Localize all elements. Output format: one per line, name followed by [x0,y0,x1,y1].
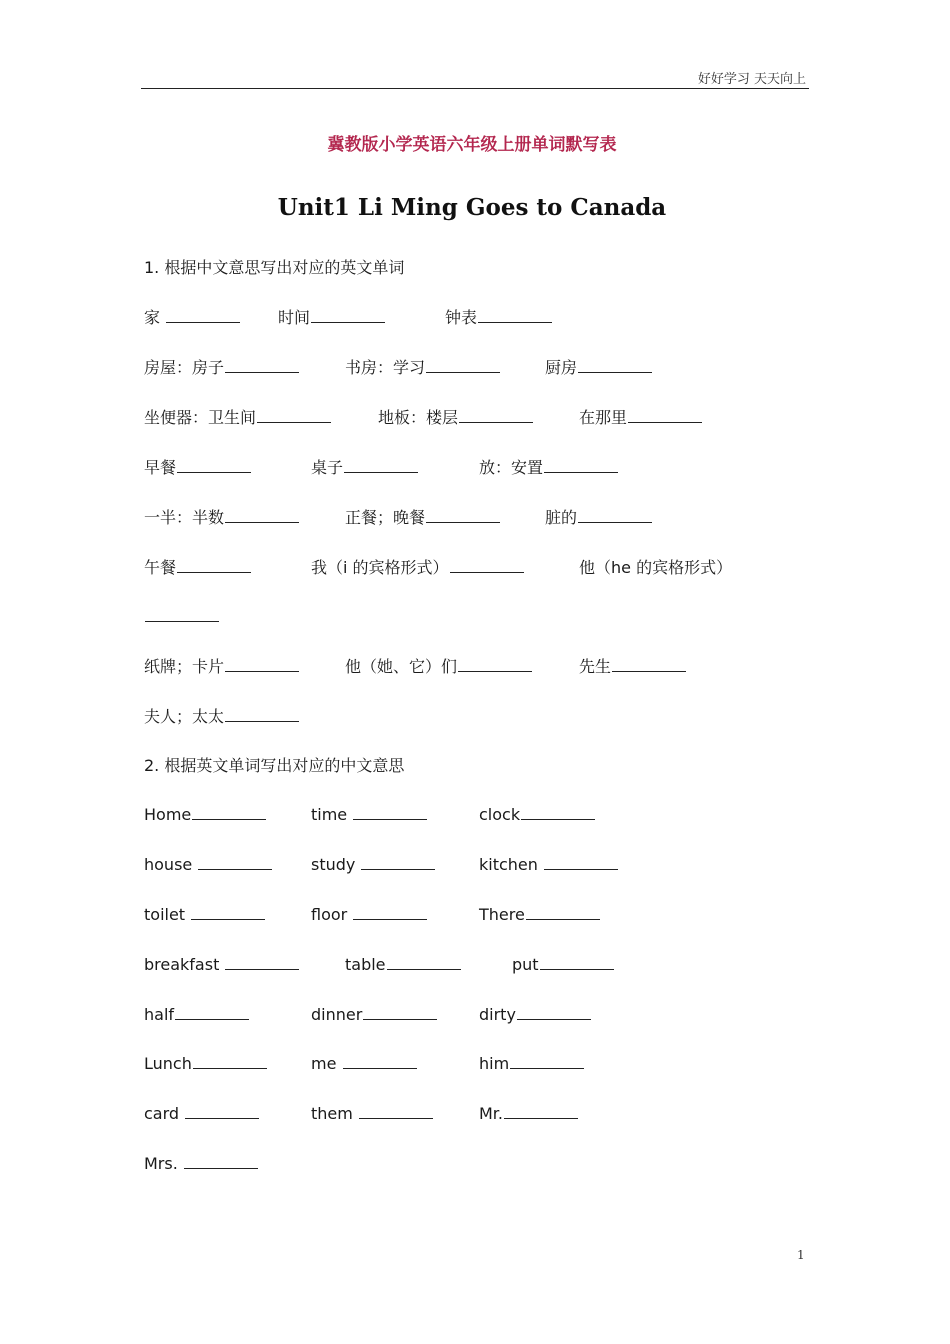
word-label: 时间 [278,308,311,327]
word-item [144,455,251,478]
answer-blank[interactable] [225,953,299,970]
answer-blank[interactable] [544,456,618,473]
answer-blank[interactable] [177,456,251,473]
answer-blank[interactable] [363,1003,437,1020]
answer-blank[interactable] [517,1003,591,1020]
word-label: 钟表 [445,308,478,327]
answer-blank[interactable] [193,1052,267,1069]
answer-blank[interactable] [458,655,532,672]
word-label: 在那里 [579,408,628,427]
word-label: Mr. [479,1104,503,1123]
word-item [311,1102,433,1123]
word-label: 午餐 [144,558,177,577]
answer-blank[interactable] [359,1102,433,1119]
word-label: 厨房 [545,358,578,377]
answer-blank[interactable] [426,506,500,523]
word-item [144,1003,249,1024]
word-label: clock [479,805,521,824]
word-label: table [345,955,386,974]
word-item [545,355,652,378]
section2-heading: 2. 根据英文单词写出对应的中文意思 [144,756,405,775]
word-label: house [144,855,193,874]
word-label: 房屋：房子 [144,358,225,377]
word-label: 脏的 [545,508,578,527]
word-item [311,1052,417,1073]
word-label: dirty [479,1005,516,1024]
answer-blank[interactable] [191,903,265,920]
word-item [311,1003,437,1024]
answer-blank[interactable] [478,306,552,323]
word-label: Lunch [144,1054,192,1073]
word-item [144,1152,258,1173]
word-label: 桌子 [311,458,344,477]
header-rule [141,88,809,89]
answer-blank[interactable] [225,705,299,722]
word-item [479,1102,578,1123]
word-item [144,853,272,874]
word-item [579,654,686,677]
word-item [579,555,732,578]
word-item [311,455,418,478]
word-item [345,654,532,677]
answer-blank[interactable] [145,605,219,622]
word-label: 地板：楼层 [378,408,459,427]
word-item [345,953,461,974]
word-item [311,555,524,578]
answer-blank[interactable] [177,556,251,573]
answer-blank[interactable] [311,306,385,323]
word-label: 早餐 [144,458,177,477]
word-item [445,305,552,328]
word-item [144,355,299,378]
word-item [144,305,240,328]
word-label: 坐便器：卫生间 [144,408,257,427]
word-item [479,455,618,478]
answer-blank[interactable] [628,406,702,423]
word-label: dinner [311,1005,363,1024]
word-item [144,704,299,727]
answer-blank[interactable] [450,556,524,573]
answer-blank[interactable] [521,803,595,820]
word-item [378,405,533,428]
unit-title: Unit1 Li Ming Goes to Canada [277,194,667,221]
word-item [479,1003,591,1024]
answer-blank[interactable] [257,406,331,423]
word-label: 书房：学习 [345,358,426,377]
answer-blank[interactable] [361,853,435,870]
answer-blank[interactable] [184,1152,258,1169]
word-item [311,853,435,874]
answer-blank[interactable] [166,306,240,323]
word-item [479,853,618,874]
answer-blank[interactable] [198,853,272,870]
answer-blank[interactable] [540,953,614,970]
word-item [144,803,266,824]
answer-blank[interactable] [459,406,533,423]
word-label: study [311,855,356,874]
word-label: put [512,955,539,974]
word-item [345,355,500,378]
word-label: Home [144,805,192,824]
answer-blank[interactable] [225,506,299,523]
word-label: 他（她、它）们 [345,657,458,676]
word-label: 他（he 的宾格形式） [579,558,733,577]
answer-blank[interactable] [175,1003,249,1020]
word-label: time [311,805,348,824]
word-item [345,505,500,528]
word-label: There [479,905,525,924]
answer-blank[interactable] [578,356,652,373]
word-label: them [311,1104,353,1123]
word-label: 夫人；太太 [144,707,225,726]
answer-blank[interactable] [387,953,461,970]
word-item [144,555,251,578]
word-label: 我（i 的宾格形式） [311,558,449,577]
word-label: Mrs. [144,1154,178,1173]
answer-blank[interactable] [343,1052,417,1069]
word-item [512,953,614,974]
word-label: 家 [144,308,161,327]
word-label: 一半：半数 [144,508,225,527]
answer-blank[interactable] [578,506,652,523]
word-item [579,405,702,428]
answer-blank[interactable] [185,1102,259,1119]
word-label: 正餐；晚餐 [345,508,426,527]
word-item [144,1052,267,1073]
word-label: floor [311,905,348,924]
answer-blank[interactable] [504,1102,578,1119]
word-label: toilet [144,905,186,924]
word-item [144,1102,259,1123]
word-item [545,505,652,528]
answer-blank[interactable] [612,655,686,672]
answer-blank[interactable] [510,1052,584,1069]
word-item [311,903,427,924]
page-number: 1 [797,1248,805,1262]
word-item [144,953,299,974]
word-label: half [144,1005,175,1024]
word-label: 放：安置 [479,458,544,477]
word-label: card [144,1104,180,1123]
word-item [144,605,219,626]
word-item [278,305,385,328]
answer-blank[interactable] [192,803,266,820]
word-item [479,1052,584,1073]
word-label: 先生 [579,657,612,676]
word-label: him [479,1054,510,1073]
word-label: breakfast [144,955,220,974]
answer-blank[interactable] [344,456,418,473]
word-label: 纸牌；卡片 [144,657,225,676]
word-label: kitchen [479,855,538,874]
document-title: 冀教版小学英语六年级上册单词默写表 [327,135,617,155]
section1-heading: 1. 根据中文意思写出对应的英文单词 [144,258,405,277]
word-item [479,903,600,924]
answer-blank[interactable] [225,356,299,373]
word-item [144,903,265,924]
word-item [144,505,299,528]
word-item [479,803,595,824]
answer-blank[interactable] [225,655,299,672]
answer-blank[interactable] [353,903,427,920]
word-item [311,803,427,824]
header-note: 好好学习 天天向上 [697,72,806,87]
answer-blank[interactable] [526,903,600,920]
word-item [144,654,299,677]
answer-blank[interactable] [353,803,427,820]
word-item [144,405,331,428]
word-label: me [311,1054,337,1073]
answer-blank[interactable] [544,853,618,870]
answer-blank[interactable] [426,356,500,373]
